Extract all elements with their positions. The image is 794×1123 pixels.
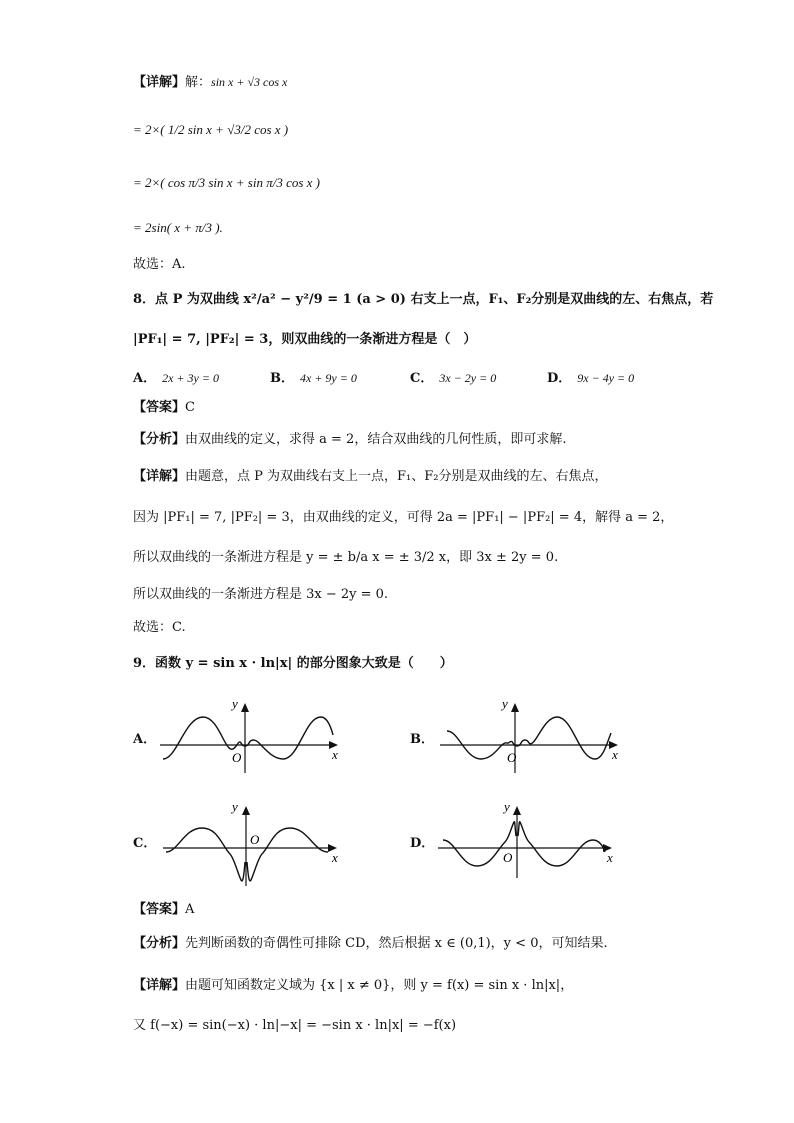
y-axis-arrow: [511, 703, 519, 712]
origin-label: O: [250, 832, 260, 847]
y-axis-arrow: [241, 703, 249, 712]
curve: [447, 717, 611, 759]
q7-step-3: = 2sin( x + π/3 ).: [133, 220, 223, 235]
y-axis-arrow: [513, 806, 521, 815]
q9-stem: 9．函数 y = sin x · ln|x| 的部分图象大致是（ ）: [133, 656, 453, 671]
axis-y-label: y: [504, 800, 510, 814]
q9-answer: 【答案】A: [133, 902, 195, 917]
axis-x-label: x: [612, 747, 618, 762]
axis-y-label: y: [232, 696, 238, 711]
axis-y-label: y: [232, 800, 238, 814]
graph-a-label: A．: [133, 732, 157, 747]
origin-label: O: [503, 850, 513, 865]
q8-option-c: C． 3x − 2y = 0: [410, 371, 497, 386]
q8-detail-2: 因为 |PF₁| = 7, |PF₂| = 3，由双曲线的定义，可得 2a = |PF₁| − |PF₂| = 4，解得 a = 2，: [133, 510, 674, 525]
curve-right: [518, 822, 605, 866]
q9-detail-2: 又 f(−x) = sin(−x) · ln|−x| = −sin x · ln|x| = −f(x): [133, 1018, 457, 1033]
graph-b: [435, 695, 635, 775]
q7-detail-line: [133, 72, 287, 93]
q8-detail-4: 所以双曲线的一条渐进方程是 3x − 2y = 0.: [133, 587, 389, 602]
graph-b-label: B．: [410, 732, 434, 747]
q8-detail-3: 所以双曲线的一条渐进方程是 y = ± b/a x = ± 3/2 x，即 3x ± 2y = 0.: [133, 550, 559, 565]
q8-choose: 故选：C.: [133, 620, 186, 635]
axis-x-label: x: [332, 747, 338, 762]
q7-expression: sin x + √3 cos x: [211, 75, 288, 89]
axis-x-label: x: [607, 850, 613, 865]
y-axis-arrow: [242, 806, 250, 815]
curve-left: [166, 828, 245, 881]
q8-detail-1: 【详解】由题意，点 P 为双曲线右支上一点，F₁、F₂分别是双曲线的左、右焦点，: [133, 469, 608, 484]
axis-x-label: x: [332, 850, 338, 865]
origin-label: O: [507, 750, 517, 765]
q7-choose: 故选：A.: [133, 257, 186, 272]
q8-stem-line1: 8．点 P 为双曲线 x²/a² − y²/9 = 1 (a > 0) 右支上一点，F₁、F₂分别是双曲线的左、右焦点，若: [133, 292, 714, 307]
q8-option-b: B． 4x + 9y = 0: [270, 371, 357, 386]
q7-step-2: = 2×( cos π/3 sin x + sin π/3 cos x ): [133, 175, 321, 190]
q8-option-d: D． 9x − 4y = 0: [547, 371, 635, 386]
axis-y-label: y: [502, 696, 508, 711]
q9-detail-1: 【详解】由题可知函数定义域为 {x | x ≠ 0}，则 y = f(x) = sin x · ln|x|，: [133, 978, 574, 993]
graph-d: [435, 800, 625, 880]
detail-tag: 【详解】: [133, 75, 186, 90]
q8-stem-line2: |PF₁| = 7, |PF₂| = 3，则双曲线的一条渐进方程是（ ）: [133, 332, 477, 347]
graph-c-label: C．: [133, 836, 157, 851]
curve: [163, 717, 333, 759]
graph-d-label: D．: [410, 836, 435, 851]
q9-analysis: 【分析】先判断函数的奇偶性可排除 CD，然后根据 x ∈ (0,1)，y < 0，可知结果.: [133, 936, 608, 951]
graph-a: [155, 695, 355, 775]
q7-step-1: = 2×( 1/2 sin x + √3/2 cos x ): [133, 122, 289, 137]
graph-c: [160, 800, 350, 888]
q8-analysis: 【分析】由双曲线的定义，求得 a = 2，结合双曲线的几何性质，即可求解.: [133, 432, 567, 447]
q8-option-a: A． 2x + 3y = 0: [133, 371, 219, 386]
q8-answer: 【答案】C: [133, 400, 195, 415]
detail-lead: 解：: [185, 75, 212, 90]
origin-label: O: [232, 750, 242, 765]
